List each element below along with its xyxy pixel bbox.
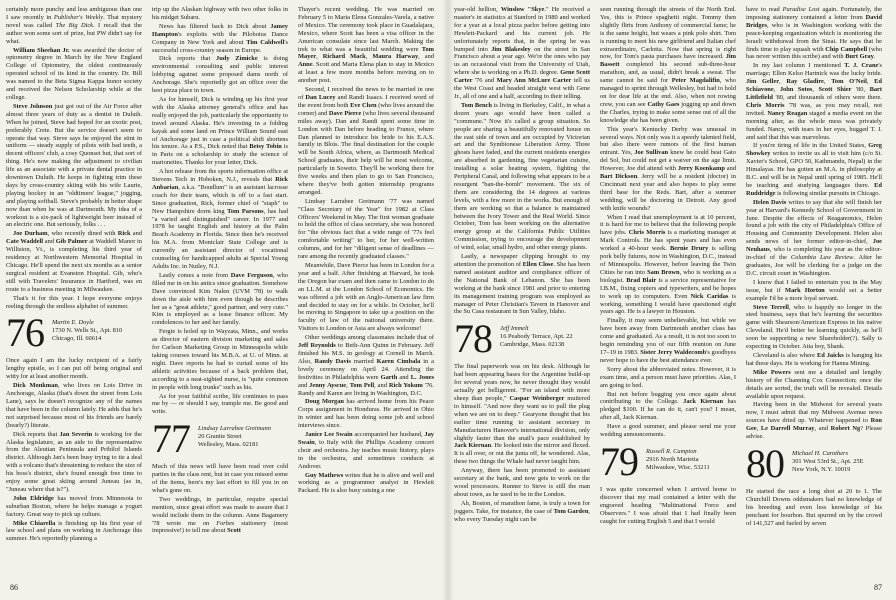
class-heading-80 xyxy=(746,440,882,486)
column-paragraph: Thayer's recent wedding. He was married on February 5 to Maria Elena Gonzales-Varela, a native of Mexico. The ceremony took place in Guadalajara, Mexico, where Scott has been a visa officer in the American consulate since last March. Making the trek to what was a beautiful wedding were Tom Mayer, Richard Mack, Maura Harway, and Anne. Scott and Maria Elena plan to stay in Mexico at least a few more months before moving on to another post. xyxy=(298,6,434,85)
column-paragraph: Tom Bench is living in Berkeley, Calif., in what a dozen years ago would have been called a "commune." Now it's called a group situation. So people are sharing a beautifully renovated house on the east side of town and are occupied by Victorian art and the Symbionese Liberation Army. Three ghosts have faded, and the current residents energies are absorbed in gardening, fine vegetarian cuisine, installing a solar heating system, fighting the Peripheral Canal, and following what appears to be a resurgent "ban-the-bomb" movement. The six of them are considering the 14 degrees at various levels, with a few more in the works. But enough of them are working so that a balance is maintained between the Ivory Tower and the Real World. Since October, Tom has been working on the alternative energy group at the California Public Utilities Commission, trying to encourage the development of wind, solar, small hydro, and other energy plants. xyxy=(454,101,590,252)
column-paragraph: Other weddings among classmates include that of Jeff Reynolds to Beth-Ann Quinn in February. Jeff finished his M.S. in geology at Cornell in March. Also, Randy Davis married Karen Cimbala in a lovely ceremony on April 24. Attending the festivities in Philadelphia were Garth and L. Jones and Jenny Ayscue, Tom Pell, and Rich Yokum '76. Randy and Karen are living in Washington, D.C. xyxy=(298,334,434,397)
column-paragraph: Mike Chiarella is finishing up his first year of law school and plans on working in Anchorage this summer. He's reportedly planning a xyxy=(6,519,142,543)
secretary-name: Russell R. Campion xyxy=(646,447,697,455)
column-1 xyxy=(6,6,142,572)
class-year: 77 xyxy=(152,416,190,462)
address-line: 2916 North Marietta xyxy=(646,455,699,463)
class-secretary-address xyxy=(646,444,710,472)
address-line: Cambridge, Mass. 02138 xyxy=(500,341,565,349)
column-paragraph: Second, I received the news to be married in one of Dan Lucey and Randi Isaacs. I received word of the event from both Eve Chen (who lives around the corner) and Dave Pierce (who lives several thousand miles away). Dan and Randi spent some time in London with Dan before heading to France, where Dan planned to introduce his bride to his E.A.S. family in Blois. The final destination for the couple will be South Africa, where, as Dartmouth Medical School graduates, their help will be most welcome, particularly in Soweto. They'll be working there for five weeks and then plan to go to San Francisco, where they've both gotten internship programs arranged. xyxy=(298,86,434,196)
column-5 xyxy=(600,6,736,572)
column-paragraph: Steve Johnson just got out of the Air Force after almost three years of duty as a dentist in Duluth. When he joined, Steve had hoped for an exotic post, preferably Crete. But the service doesn't seem to operate that way. Steve says he enjoyed the stint in uniform — steady supply of pilots with bad teeth, a decent officers' club, a cosy Quonset hut, that sort of thing. He's now making the adjustment to civilian life as an associate with a private dental practice in downtown Duluth. He keeps in fighting trim these days by cross-country skiing with his wife Laurie, playing hockey in an "oldtimers' league," jogging, and playing softball. Steve's probably in better shape now than when he was at Dartmouth. My idea of a workout is a six-pack of lightweight beer instead of an electric one. But seriously, folks . . . xyxy=(6,102,142,229)
column-paragraph: year-old hellion, Winslow "Skye." He received a master's in statistics at Stanford in 1980 and worked for a year at a local pizza parlor before getting into Hewlett-Packard and his current job. He unfortunately reports that, in the spring he was bumped into Jim Blakesley on the street in San Francisco about a year ago. We're the ones who pay us an occasional visit from the University of Utah, where she is working on a Ph.D. degree. Gene Scott Carter '76 and Mary Ann McLure Carter tell us the West Coast and headed straight west with Gene Jr., all of one and a half, according to their telling. xyxy=(454,6,590,100)
column-paragraph: Dick reports that Judy Zimicke is doing environmental consulting and public interest lobbying against some proposed dams north of Anchorage. She's reportedly got an office over the best pizza place in town. xyxy=(152,55,288,95)
column-6 xyxy=(746,6,882,572)
column-paragraph: Lastly, a newspaper clipping brought to my attention the promotion of Ellen Close. She has been named assistant auditor and compliance officer of the National Bank of Lebanon. She has been working at the bank since 1981 and prior to entering its management training program was employed as manager of Peter Christian's Tavern in Hanover and the Su Casa restaurant in Sun Valley, Idaho. xyxy=(454,253,590,316)
column-paragraph: Janice Lee Swain accompanied her husband, Jay Swain, to Italy with the Phillips Academy concert choir and orchestra. Jay teaches music history, plays in the orchestra, and sometimes conducts at Andover. xyxy=(298,431,434,470)
column-paragraph: Much of this news will have been read over cold parties in the class rent, but in case you missed some of the items, here's my last effort to fill you in on what's gone on. xyxy=(152,463,288,494)
column-paragraph: The final paperwork was on his desk. Although he had been appearing bases for the Argentine build-up for several years now, he never thought they would actually get belligerent. "For an island with more sheep than people," Caspar Weinberger muttered to himself. "And now they want us to pull the plug when we are on to deep." Gearyone thought that his earlier time running to assistant secretary in Manufacturers Hanover's international division, only slightly faster than the snail's pace established by Jack Kiernan. He looked into the mirror and flexed. It is all over, or out the junta off, he wondered. Alas, these two things the Whale had never taught him. xyxy=(454,363,590,466)
address-line: Wellesley, Mass. 02181 xyxy=(198,441,259,449)
column-paragraph: John Eldridge has moved from Minnesota to suburban Boston, where he helps manage a yogurt factory. Great way to pick up culture. xyxy=(6,494,142,518)
column-paragraph: He started the race a long shot at 20 to 1. The Churchill Downs oddsmakers had no knowledge of his breeding and even less knowledge of his penchant for bourbon. But spurred on by the crowd of 141,527 and fueled by seven xyxy=(746,487,882,527)
column-paragraph: Sorry about the abbreviated notes. However, it is exam time, and a person must have priorities. Alas, I am going to bed. xyxy=(600,365,736,389)
secretary-name: Lindsay Larrabee Greimann xyxy=(198,425,271,433)
column-paragraph: A hot release from the sports information office at Stevens Tech in Hoboken, N.J., reveals that Rick Anbarian, a.k.a. "Boudlum" is an assistant lacrosse coach for their team, which is off to a fast start. Since graduation, Rick, former chief of "staph" to New Hampshire dorm king Tom Parsons, has had "a varied and distinguished" career. In 1977 and 1978 he taught English and history at the Palm Beach Academy in Florida. Since then he's received his M.A. from Montclair State College and is currently an assistant director of vocational counseling for handicapped adults at Special Young Adults Inc. in Nutley, N.J. xyxy=(152,168,288,270)
class-heading-79 xyxy=(600,438,736,484)
column-paragraph: Lindsay Larrabee Greimann '77 was named "Class Secretary of the Year" for 1982 at Class Officers' Weekend in May. The first woman graduate to hold the office of class secretary, she was honored for "the obvious fact that a wide range of '77s feel comfortable writing" to her, for her well-written columns, and for her "diligent sense of deadlines — rare among the recently graduated classes." xyxy=(298,197,434,261)
column-paragraph: Doug Morgan has arrived home from his Peace Corps assignment in Honduras. He arrived in Ohio in winter and has been doing some job and school interviews since. xyxy=(298,398,434,430)
column-paragraph: Once again I am the lucky recipient of a fairly lengthy epistle, so I can put off being original and witty for at least another month. xyxy=(6,357,142,381)
column-paragraph: trip up the Alaskan highway with two other folks in his midget Subaru. xyxy=(152,6,288,21)
column-paragraph: In my last column I mentioned T. J. Crane's marriage; Ellen Kelso Hartnick was the lucky bride. Jim Geller, Ray Gladire, Tom O'Neil, Ed Schiavone, John Sotos, Scott Shier '80, Bart Littlefield '80, and thousands of others were there. Chris Morris '78 was, as you may recall, not invited. Nancy Reagan staged a media event on the morning after, as the whole mess was privately funded. Nancy, with tears in her eyes, hugged T. J. and said that this was marvelous. xyxy=(746,62,882,141)
column-paragraph: Cleveland is also where Ed Jaicks is hanging his hat these days. He is working for Hanna Mining. xyxy=(746,351,882,367)
column-paragraph: As for himself, Dick is winding up his first year with the Alaska attorney general's office and has really enjoyed the job, particularly the opportunity to travel around Alaska. He's investing in a folding kayak and some land on Prince William Sound east of Anchorage just in case a political shift shortens his tenure. As a P.S., Dick noted that Betsy Tobin is in Paris on a scholarship to study the science of marionettes. Thanks for your letter, Dick. xyxy=(152,95,288,167)
column-paragraph: Having been in the Midwest for several years now, I must admit that my Midwest Avenue news sources have dried up. Whatever happened to Ron Gee, Le Darrell Murray, and Robert Ng? Please advise. xyxy=(746,401,882,441)
column-3 xyxy=(298,6,434,572)
column-paragraph: But not before bugging you once again about contributing to the College. Jack Kiernan has pledged $100. If he can do it, can't you? I mean, after all, Jack Kiernan. xyxy=(600,390,736,422)
address-line: New York, N.Y. 10019 xyxy=(792,465,851,473)
column-paragraph: William Sheehan Jr. was awarded the doctor of optometry degree in March by the New England College of Optometry, the oldest continuously operated school of its kind in the country. Dr. Bill was named to the Beta Sigma Kappa honor society and received the Nelson Scholarship while at the college. xyxy=(6,46,142,101)
column-paragraph: This year's Kentucky Derby was unusual in several ways. Not only was it a speedy talented field, but also there were rumors of the first human entrant. Yes, Joe Sullivan knew he could beat Gato del Sol, but could not get a waiver on the age limit. However, Joe did attend with Jerry Koenkamp and Bart Dickson. Jerry will be a resident (doctor) in Cincinnati next year and also hopes to play some third base for the Reds. Bart, after a summer wedding, will be doctoring in Detroit. Any good with knife wounds? xyxy=(600,125,736,212)
column-paragraph: I know that I failed to entertain you in the May issue, but if Mark Horton would set a better example I'd be a more loyal servant. xyxy=(746,278,882,302)
page-number-right: 87 xyxy=(874,583,882,592)
column-paragraph: certainly more punchy and less ambiguous than one I saw recently in Publisher's Weekly. That mystery novel was called The Big Dick. I recall that the author won some sort of prize, but PW didn't say for what. xyxy=(6,6,142,45)
address-line: 1730 N. Wells St., Apt. 810 xyxy=(52,327,123,335)
right-page xyxy=(448,0,896,600)
column-paragraph: Helen Davis writes to say that she will finish her year at Harvard's Kennedy School of Government in June. Despite the effects of Reaganomics, Helen found a job with the city of Philadelphia's Office of Housing and Community Development. Helen also sends news of her former editor-in-chief, Joe Neuhaus, who is completing his year as the editor-in-chief of the Columbia Law Review. After he graduates, Joe will be clerking for a judge on the D.C. circuit court in Washington. xyxy=(746,198,882,277)
address-line: Chicago, Ill. 60614 xyxy=(52,335,102,343)
class-heading-78 xyxy=(454,316,590,362)
column-paragraph: Finally, it may seem unbelievable, but while we have been away from Dartmouth another class has come and graduated. As a result, it is not too soon to begin reminding you of our fifth reunion on June 17–19 in 1983. Sister Jerry Waldecomb's goodbyes never hope to have the best attendance ever. xyxy=(600,317,736,364)
class-year: 80 xyxy=(746,440,784,486)
page-number-left: 86 xyxy=(10,583,18,592)
column-paragraph: Joe Durham, who recently dined with Rick and Cate Waddell and Gib Palmer at Waddell Manor in Williston, Vt., is completing his third year of residency at Northwestern Memorial Hospital in Chicago. He'll spend the next six months as a senior surgical resident at Evanston Hospital. Gib, who's still with Travelers' Insurance in Hartford, was en route to a business meeting in Milwaukee. xyxy=(6,230,142,293)
column-paragraph: Fergie is holed up in Wayzata, Minn., and works as director of eastern division marketing and sales for Carlson Marketing Group in Minneapolis while taking courses toward his M.B.A. at U. of Minn. at night. Dave reports he had to curtail some of his athletic activities because of a back problem that, according to a neat-sighted nurse, is "quite common in people with long trunks" such as his. xyxy=(152,328,288,391)
class-heading-76 xyxy=(6,310,142,356)
secretary-name: Martin E. Doyle xyxy=(52,319,94,327)
column-paragraph: Lastly comes a note from Dave Ferguson, who filled me in on his antics since graduation. Somehow Dave convinced Kim Nalen (UVM '78) to walk down the aisle with him even though he describes her as a "great athlete," good partner, and very cute." Kim is employed as a lease finance officer. My condolences to her and her family. xyxy=(152,271,288,327)
address-line: Milwaukee, Wisc. 53211 xyxy=(646,463,710,471)
address-line: 16 Peabody Terrace, Apt. 22 xyxy=(500,333,573,341)
class-secretary-address xyxy=(500,321,573,349)
class-secretary-address xyxy=(792,446,863,474)
column-paragraph: Anyway, there has been promoted to assistant secretary at the bank, and now gets to work on the wood processors. Runner to Steve is still the man about town, as he used to be in the London. xyxy=(454,467,590,498)
column-paragraph: If you're tiring of life in the United States, Greg Showkey writes to invite us all to visit him (c/o St. Xavier's School, GPO 50, Kathmandu, Nepal) in the Himalayas. He has gotten an M.A. in philosophy at B.C. and will be in Nepal until spring of 1985. He'll be teaching and studying languages there. Ed Ruddridge is following similar pursuits in Chicago. xyxy=(746,142,882,197)
column-paragraph: That's it for this year. I hope everyone enjoys reeling through the endless alphabet of summer. xyxy=(6,294,142,310)
class-secretary-address xyxy=(198,421,271,449)
column-paragraph: As for your faithful scribe, life continues to pass me by — or should I say, trample me. Be good and write. xyxy=(152,392,288,416)
column-paragraph: Mike Powers sent me a detailed and lengthy history of the Channing Cox Connection; once the details are sorted, the truth will be revealed. Details available upon request. xyxy=(746,368,882,400)
class-year: 78 xyxy=(454,316,492,362)
address-line: 301 West 53rd St., Apt. 25E xyxy=(792,457,864,465)
column-paragraph: News has filtered back to Dick about Jamey Hampton's exploits with the Piloboius Dance Company in New York and about Tim Caldwell's successful cross-country season in Europe. xyxy=(152,22,288,54)
column-paragraph: Dick Monkman, who lives on Lois Drive in Anchorage, Alaska (that's down the street from Lois Lane), says he doesn't recognize any of the names that have been in the column lately. He adds that he's not surprised because most of his friends are barely (bearly?) literate. xyxy=(6,382,142,429)
column-paragraph: seen running through the streets of the North End. Yes, this is Prince spaghetti night. Tommy then slightly flirts from Anthony of commercial fame; he is the same height, but wears a pink polo shirt. Tom is running to meet his new girlfriend and Italian chef extraordinaire, Carlotta. Now that spring is right now, for Tom's pasta purchases have increased. Jim Bassett completed his second sub-three-hour marathon, and, as usual, didn't break a sweat. The same cannot be said for Peter Magdalifin, who managed to sprint through Wellesley, but had to hold on for dear life at the end. Also, when not rowing crew, you can see Cathy Gaes jogging up and down the Charles, trying to make some sense out of all the knowledge she has been given. xyxy=(600,6,736,124)
column-paragraph: Have a good summer, and please send me your wedding announcements. xyxy=(600,423,736,439)
column-paragraph: Ah, Boston, of marathon fame, is truly a town for joggers. Take, for instance, the case of Tom Garden, who every Tuesday night can be xyxy=(454,499,590,523)
column-4 xyxy=(454,6,590,572)
column-paragraph: Steve Terrell, who is happily no longer in the steel business, says that he's learning the securities game with Shearson/American Express in his native Cleveland. He'd better be learning quickly, as he'll soon be supporting a new Shareholder(?). Sally is expecting in October. Atta boy, Shank. xyxy=(746,303,882,351)
class-year: 76 xyxy=(6,310,44,356)
column-2 xyxy=(152,6,288,572)
column-paragraph: Dick reports that Jan Severin is working for the Alaska legislature, as an aide to the representative from the Aleutian Peninsula and Pribilof Islands district. Although Jan's been busy trying to tie a deal with a volcano that's threatening to reduce the size of his boss's district, she's found enough free time to enjoy some great skiing around Juneau (as in, "Juneau where that is?"). xyxy=(6,430,142,493)
column-paragraph: Meanwhile, Dave Pierce has been in London for a year and a half. After finishing at Harvard, he took the Oregon bar exam and then came to London to do an LL.M. at the London School of Economics. He was offered a job with an Anglo-American law firm and decided to stay on for a while. In October, he'll be moving to Singapore to take up a position on the faculty of law of the national university there. Visitors to London or Asia are always welcome! xyxy=(298,262,434,333)
secretary-name: Jeff Immelt xyxy=(500,325,529,333)
column-paragraph: Guy Mathews writes that he is alive and well and working as a programmer analyst in Hewlett Packard. He is also busy raising a one xyxy=(298,471,434,495)
class-secretary-address xyxy=(52,315,122,343)
column-paragraph: When I read that unemployment is at 10 percent, it is hard for me to believe that the following people have jobs. Chris Morris is a marketing manager at Mark Controls. He has spent years and has even worked a 40-hour week. Bernie Drury is selling pork belly futures, now in Washington, D.C., instead of Minneapolis. However, before leaving the Twin Cities he ran into Sam Brown, who is working as a biologist. Brad Blair is a service representative for I.B.M., fixing copiers and typewriters, and he hopes to work up to computers. Even Nick Caridas is working, something I would have questioned eight years ago. He is a lawyer in Houston. xyxy=(600,213,736,316)
class-heading-77 xyxy=(152,416,288,462)
column-paragraph: have to read Paradise Lost again. Fortunately, the imposing stationery contained a letter from David Bridges, who is in Washington working with the peace-keeping organization which is monitoring the Israeli withdrawal from the Sinai. He says that he finds time to play squash with Chip Campbell (who has never written this scribe) and with Burt Gray. xyxy=(746,6,882,61)
column-paragraph: Two weddings, in particular, require special mention, since great effort was made to assure that I would include them in the column. Anne Bagamery '78 wrote me on Forbes stationery (most impressive!) to tell me about Scott xyxy=(152,495,288,535)
address-line: 20 Granite Street xyxy=(198,433,242,441)
class-year: 79 xyxy=(600,438,638,484)
column-paragraph: I was quite concerned when I arrived home to discover that my mail contained a letter with the engraved heading "Multinational Force and Observers." I was afraid that I had finally been caught for cutting English 5 and that I would xyxy=(600,485,736,525)
secretary-name: Michael H. Carothers xyxy=(792,449,849,457)
